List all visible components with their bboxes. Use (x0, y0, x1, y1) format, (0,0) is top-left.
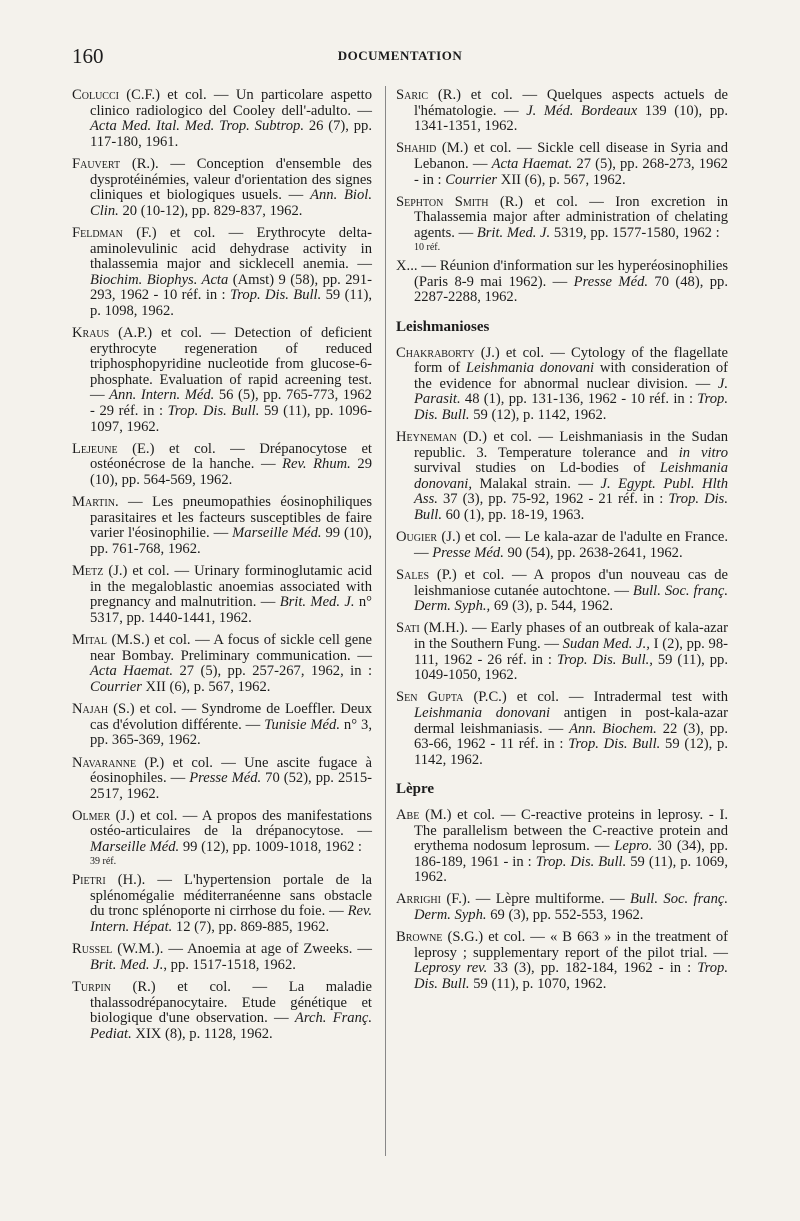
bibliography-entry (396, 346, 728, 424)
bibliography-entry (396, 808, 728, 886)
entry-text: 59 (12), p. 1142, 1962. (469, 406, 607, 423)
entry-text: 59 (11), p. 1098, 1962. (90, 287, 372, 319)
entry-author: Chakraborty (396, 344, 475, 361)
right-column (396, 88, 728, 999)
bibliography-entry (396, 530, 728, 561)
entry-source: Trop. Dis. Bull. (535, 853, 627, 870)
entry-source: Brit. Med. J. (476, 224, 551, 241)
bibliography-entry (396, 259, 728, 306)
entry-text: 27 (5), pp. 268-273, 1962 - in : (414, 155, 728, 188)
bibliography-entry (396, 621, 728, 683)
entry-author: Arrighi (396, 891, 441, 908)
bibliography-entry (396, 568, 728, 615)
entry-text: 30 (34), pp. 186-189, 1961 - in : (414, 838, 728, 870)
entry-source: Acta Med. Ital. Med. Trop. Subtrop. (90, 118, 304, 135)
entry-text: 99 (10), pp. 761-768, 1962. (90, 525, 372, 557)
entry-author: Kraus (72, 325, 110, 342)
bibliography-entry (72, 980, 372, 1042)
entry-text: I (2), pp. 98-111, 1962 - 26 réf. in : (414, 635, 728, 668)
entry-text: (A.P.) et col. — Detection of deficient erythrocyte regeneration of reduced triphosphopyridine nucleotide from glucose-6-phosphate. Evaluation of rapid acreening test. — (90, 325, 372, 404)
bibliography-entry (396, 690, 728, 768)
entry-text: Malakal strain. — (471, 475, 601, 492)
entry-author: Russel (72, 941, 113, 958)
entry-text: (R.) et col. — La maladie thalassodrépanocytaire. Etude génétique et biologique d'une observation. — (90, 979, 372, 1027)
entry-author: Sephton Smith (396, 193, 489, 210)
entry-text: 59 (11), p. 1069, 1962. (414, 853, 728, 886)
entry-source: Marseille Méd. (90, 839, 180, 856)
entry-source: in vitro (678, 444, 728, 461)
entry-text: (D.) et col. — Leishmaniasis in the Sudan republic. 3. Temperature tolerance and (414, 429, 728, 461)
entry-author: Olmer (72, 807, 111, 824)
entry-text: 37 (3), pp. 75-92, 1962 - 21 réf. in : (437, 491, 669, 508)
entry-source: J. Parasit. (414, 375, 728, 408)
entry-text: 27 (5), pp. 257-267, 1962, in : (173, 663, 373, 680)
entry-source: Rev. Intern. Hépat. (90, 903, 372, 936)
entry-text: 33 (3), pp. 182-184, 1962 - in : (487, 960, 698, 977)
entry-source: Acta Haemat. (491, 155, 573, 172)
entry-author: Fauvert (72, 155, 121, 172)
entry-source: Trop. Dis. Bull. (414, 391, 728, 423)
entry-source: J. Méd. Bordeaux (526, 102, 638, 119)
entry-text: (P.) et col. — Une ascite fugace à éosinophiles. — (90, 754, 372, 787)
entry-text: 59 (12), p. 1142, 1962. (414, 736, 728, 768)
entry-source: Trop. Dis. Bull., (556, 651, 653, 668)
entry-source: Trop. Dis. Bull. (568, 736, 661, 753)
hematology-entries-continued (396, 88, 728, 306)
entry-text: 70 (52), pp. 2515-2517, 1962. (90, 770, 372, 802)
entry-source: Bull. Soc. franç. Derm. Syph., (414, 582, 728, 615)
section-title-leishmanioses: Leishmanioses (396, 318, 490, 335)
entry-text: 29 (10), pp. 564-569, 1962. (90, 456, 373, 489)
entry-text: 26 (7), pp. 117-180, 1961. (90, 118, 372, 150)
entry-source: Presse Méd. (189, 770, 262, 787)
entry-author: Turpin (72, 979, 111, 995)
entry-text: (E.) et col. — Drépanocytose et ostéonécrose de la hanche. — (90, 440, 372, 473)
entry-text: (J.) et col. — Urinary forminoglutamic acid in the megaloblastic anoemias associated with pregnancy and malnutrition. — (90, 563, 372, 611)
entry-text: (C.F.) et col. — Un particolare aspetto clinico radiologico del Cooley dell'-adulto. — (90, 87, 372, 119)
entry-source: J. Egypt. Publ. Hlth Ass. (414, 475, 729, 508)
entry-text: (F.) et col. — Erythrocyte delta-aminolevulinic acid dehydrase activity in thalassemia major and sicklecell anemia. — (90, 224, 372, 273)
entry-text: (S.G.) et col. — « B 663 » in the treatment of leprosy ; supplementary report of the pilot trial. — (414, 929, 728, 961)
bibliography-entry (396, 88, 728, 135)
bibliography-entry (396, 430, 728, 524)
running-head: DOCUMENTATION (337, 48, 463, 63)
entry-text: (Amst) 9 (58), pp. 291-293, 1962 - 10 réf. in : (90, 271, 372, 304)
entry-source: Courrier (445, 171, 498, 188)
entry-author: Sen Gupta (396, 689, 464, 706)
entry-text: — Réunion d'information sur les hyperéosinophilies (Paris 8-9 mai 1962). — (414, 258, 728, 290)
entry-author: Abe (396, 806, 420, 823)
entry-author: Metz (72, 563, 104, 580)
entry-author: Colucci (72, 87, 119, 103)
entry-text: with consideration of the evidence for abnormal nuclear division. — (414, 360, 729, 392)
entry-text: survival studies on Ld-bodies of (414, 460, 660, 477)
entry-source: Sudan Med. J., (562, 635, 650, 652)
entry-text: (F.). — Lèpre multiforme. — (440, 891, 630, 908)
entry-text: 22 (3), pp. 63-66, 1962 - 11 réf. in : (414, 720, 728, 753)
entry-text: (M.S.) et col. — A focus of sickle cell gene near Bombay. Preliminary communication. — (90, 632, 372, 664)
entry-author: Shahid (396, 140, 437, 157)
entry-source: Ann. Biochem. (569, 720, 657, 737)
page-number: 160 (72, 44, 104, 68)
entry-text: (R.) et col. — Quelques aspects actuels de l'hématologie. — (414, 87, 728, 119)
entry-text: 90 (54), pp. 2638-2641, 1962. (503, 544, 683, 561)
entry-note: 39 réf. (90, 855, 117, 867)
bibliography-entry (396, 195, 728, 253)
entry-author: Browne (396, 929, 443, 946)
entry-source: Courrier (90, 678, 142, 695)
entry-text: 56 (5), pp. 765-773, 1962 - 29 réf. in : (90, 387, 372, 420)
entry-source: Rev. Rhum. (282, 456, 351, 473)
entry-text: (R.) et col. — Iron excretion in Thalassemia major after administration of chelating agents. — (414, 193, 729, 241)
entry-text: 59 (11), pp. 1096-1097, 1962. (90, 403, 372, 435)
entry-text: (S.) et col. — Syndrome de Loeffler. Deux cas d'évolution différente. — (90, 701, 372, 733)
entry-source: Trop. Dis. Bull. (167, 403, 260, 420)
entry-text: 59 (11), p. 1070, 1962. (469, 976, 607, 993)
entry-source: Trop. Dis. Bull. (414, 960, 728, 993)
entry-text: antigen in post-kala-azar dermal leishmaniasis. — (414, 704, 728, 737)
bibliography-entry (72, 702, 372, 749)
entry-text: (R.). — Conception d'ensemble des dysprotéinémies, valeur d'orientation des signes cliniques et biologiques usuels. — (90, 155, 372, 204)
bibliography-entry (72, 226, 372, 320)
entry-source: Trop. Dis. Bull. (414, 491, 728, 524)
entry-source: Lepro. (614, 838, 653, 855)
entry-text: n° 5317, pp. 1440-1441, 1962. (90, 594, 372, 626)
entry-source: Leishmania donovani, (414, 460, 728, 492)
entry-author: X... (396, 258, 418, 275)
entry-note: 10 réf. (414, 241, 441, 253)
column-divider (385, 86, 386, 1156)
bibliography-entry (72, 633, 372, 695)
bibliography-entry (396, 930, 728, 992)
bibliography-entry (72, 326, 372, 435)
bibliography-entry (72, 564, 372, 626)
entry-text: (J.) et col. — A propos des manifestations ostéo-articulaires de la drépanocytose. — (90, 807, 372, 840)
entry-text: n° 3, pp. 365-369, 1962. (90, 716, 372, 749)
entry-author: Lejeune (72, 440, 118, 457)
entry-author: Najah (72, 701, 109, 718)
bibliography-entry (72, 88, 372, 150)
bibliography-entry (72, 942, 372, 973)
bibliography-entry (72, 873, 372, 935)
entry-source: Leishmania donovani (465, 360, 595, 377)
entry-source: Tunisie Méd. (264, 716, 340, 733)
entry-text: XII (6), p. 567, 1962. (497, 171, 626, 188)
entry-source: Leprosy rev. (414, 960, 488, 977)
entry-text: (J.) et col. — Cytology of the flagellate form of (414, 344, 728, 377)
entry-text: 59 (11), pp. 1049-1050, 1962. (414, 651, 728, 684)
entry-source: Marseille Méd. (232, 525, 322, 542)
entry-source: Trop. Dis. Bull. (229, 287, 322, 304)
entry-source: Brit. Med. J. (90, 956, 164, 973)
entry-author: Navaranne (72, 754, 137, 771)
entry-text: (H.). — L'hypertension portale de la splénomégalie méditerranéenne sans obstacle du tronc splénoporte ni cirrhose du foie. — (90, 872, 372, 920)
entry-author: Mital (72, 632, 107, 649)
entry-text: , pp. 1517-1518, 1962. (163, 956, 296, 973)
entry-text: (M.) et col. — Sickle cell disease in Syria and Lebanon. — (414, 140, 728, 172)
entry-author: Saric (396, 87, 429, 103)
bibliography-entry (72, 809, 372, 867)
entry-source: Ann. Biol. Clin. (90, 187, 372, 219)
entry-source: Leishmania donovani (414, 704, 551, 721)
bibliography-entry (72, 756, 372, 803)
entry-text: 99 (12), pp. 1009-1018, 1962 : (179, 839, 362, 856)
entry-source: Ann. Intern. Méd. (109, 387, 215, 404)
entry-author: Pietri (72, 872, 106, 889)
entry-text: XII (6), p. 567, 1962. (141, 678, 271, 695)
bibliography-entry (72, 495, 372, 557)
entry-source: Biochim. Biophys. Acta (90, 271, 229, 288)
entry-text: 60 (1), pp. 18-19, 1963. (441, 507, 585, 524)
bibliography-entry (396, 141, 728, 188)
bibliography-entry (396, 892, 728, 923)
entry-author: Heyneman (396, 429, 457, 446)
entry-source: Brit. Med. J. (279, 594, 355, 611)
entry-source: Bull. Soc. franç. Derm. Syph. (414, 891, 728, 924)
entry-text: 139 (10), pp. 1341-1351, 1962. (414, 102, 728, 135)
bibliography-entry (72, 442, 372, 489)
bibliography-entry (72, 157, 372, 219)
entry-text: XIX (8), p. 1128, 1962. (131, 1025, 273, 1042)
lepre-entries (396, 808, 728, 993)
entry-text: 12 (7), pp. 869-885, 1962. (172, 919, 330, 936)
entry-source: Presse Méd. (432, 544, 504, 561)
section-title-lepre: Lèpre (396, 781, 435, 798)
left-column (72, 88, 372, 1049)
entry-text: 48 (1), pp. 131-136, 1962 - 10 réf. in : (460, 391, 698, 408)
entry-author: Ougier (396, 529, 438, 546)
entry-text: (M.) et col. — C-reactive proteins in leprosy. - I. The parallelism between the C-reactive protein and erythema nodosum leprosum. — (414, 806, 728, 855)
entry-author: Sales (396, 567, 430, 583)
entry-text: 69 (3), pp. 552-553, 1962. (486, 907, 644, 924)
entry-author: Feldman (72, 224, 123, 241)
entry-text: (J.) et col. — Le kala-azar de l'adulte en France. — (414, 529, 728, 561)
entry-text: 69 (3), p. 544, 1962. (490, 598, 614, 615)
entry-author: Sati (396, 620, 420, 637)
entry-text: . — Les pneumopathies éosinophiliques parasitaires et les facteurs susceptibles de faire varier l'éosinophilie. — (90, 494, 372, 542)
entry-source: Presse Méd. (573, 273, 649, 290)
entry-source: Acta Haemat. (90, 663, 174, 680)
entry-text: (M.H.). — Early phases of an outbreak of kala-azar in the Southern Fung. — (414, 620, 728, 652)
entry-text: 5319, pp. 1577-1580, 1962 : (550, 224, 720, 241)
entry-text: 70 (48), pp. 2287-2288, 1962. (414, 273, 729, 306)
entry-text: 20 (10-12), pp. 829-837, 1962. (118, 202, 303, 219)
entry-text: (W.M.). — Anoemia at age of Zweeks. — (112, 941, 372, 958)
entry-source: Arch. Franç. Pediat. (90, 1010, 373, 1042)
entry-text: (P.C.) et col. — Intradermal test with (463, 689, 728, 706)
entry-author: Martin (72, 494, 115, 511)
leishmanioses-entries (396, 346, 728, 769)
entry-text: (P.) et col. — A propos d'un nouveau cas de leishmaniose cutanée autochtone. — (414, 567, 728, 599)
